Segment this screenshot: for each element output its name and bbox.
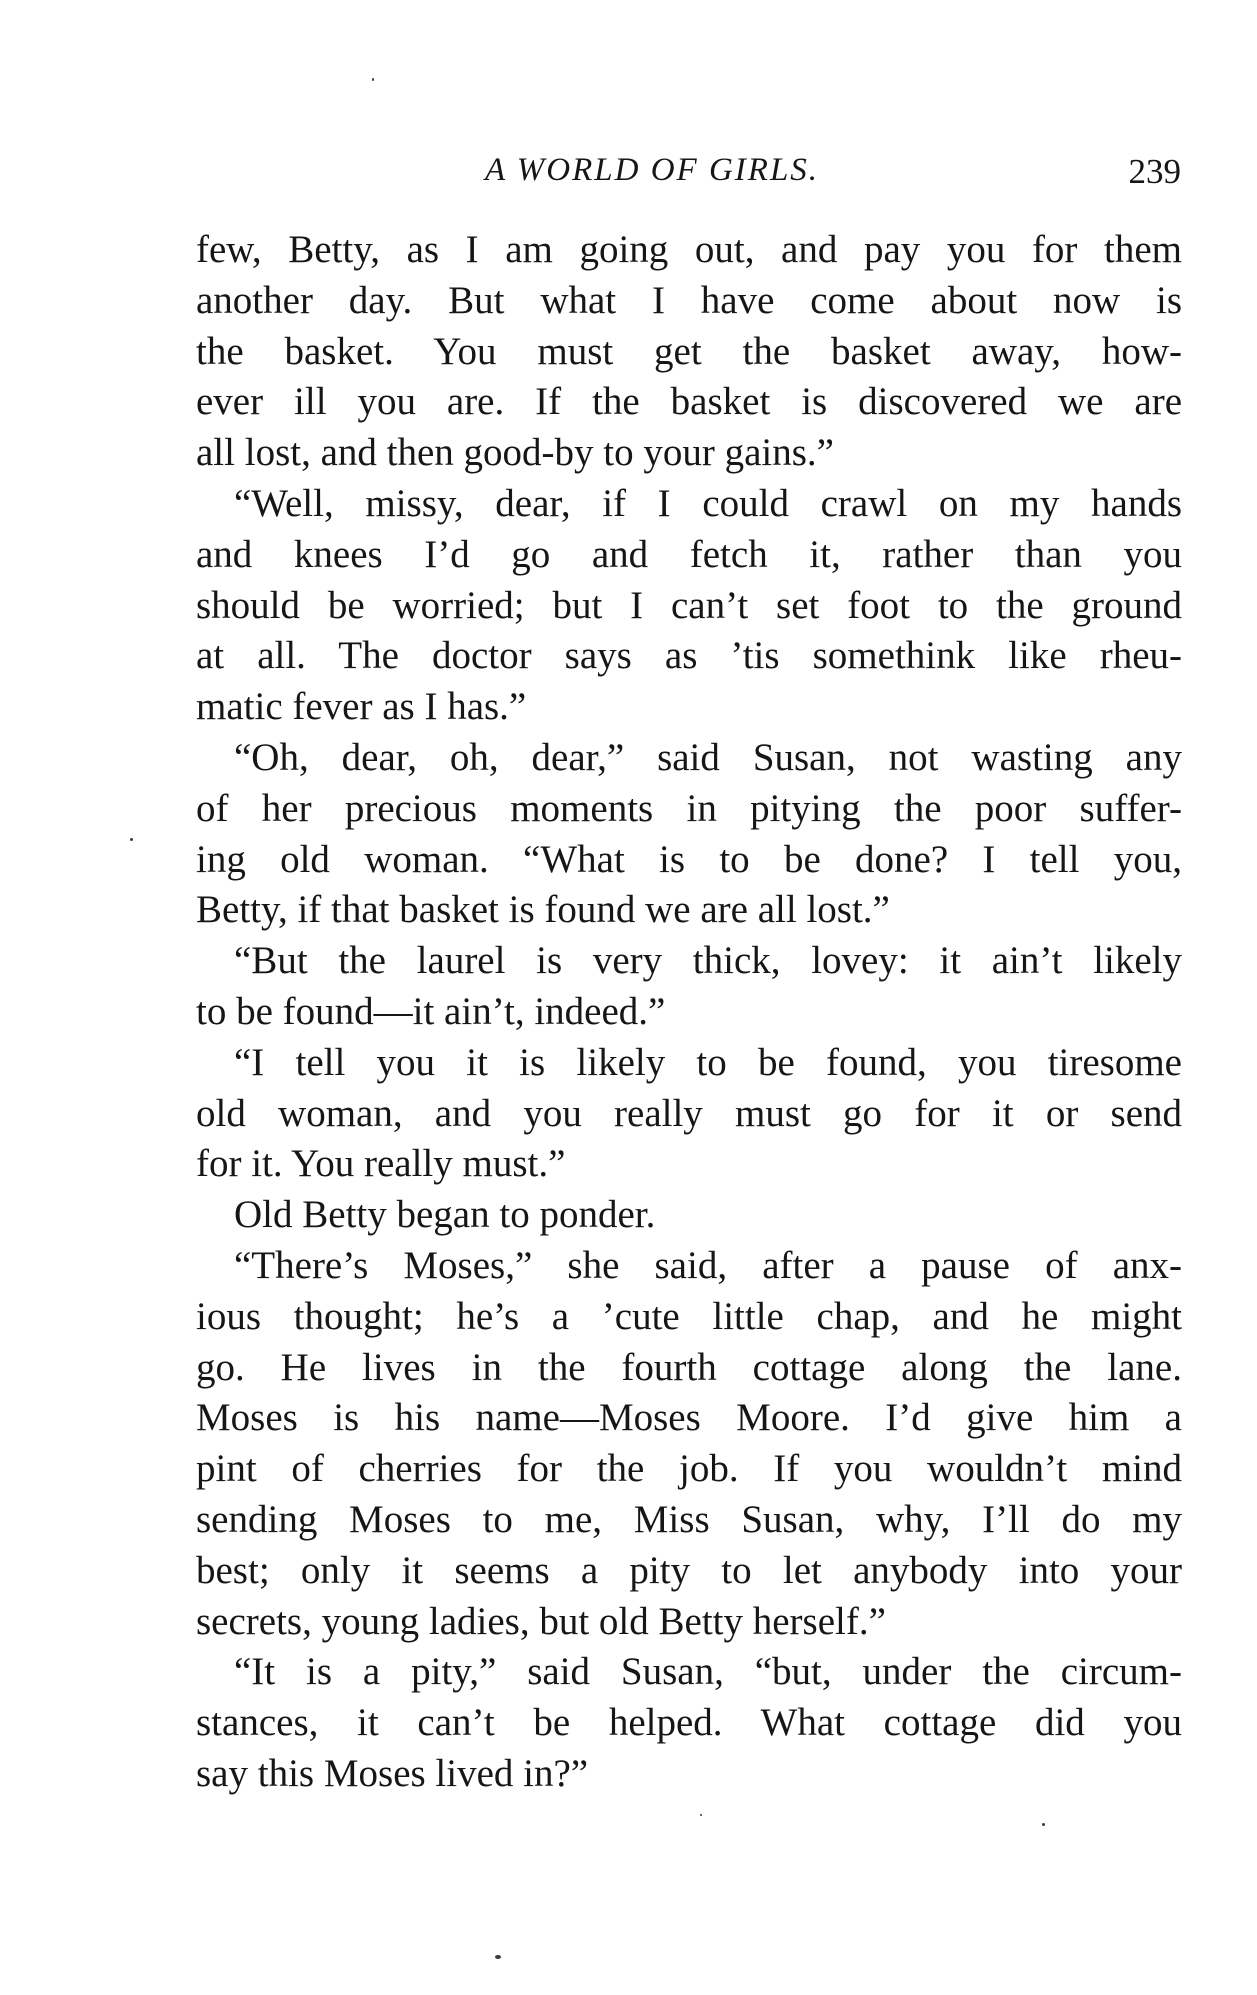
text-line: secrets, young ladies, but old Betty herself.” [196, 1599, 886, 1643]
page-number: 239 [1128, 152, 1181, 191]
text-line: ious thought; he’s a ’cute little chap, and he might [196, 1294, 1182, 1338]
text-line: pint of cherries for the job. If you wouldn’t mind [196, 1447, 1182, 1491]
text-line: of her precious moments in pitying the poor suffer- [196, 786, 1182, 830]
text-line: say this Moses lived in?” [196, 1751, 589, 1795]
text-line: sending Moses to me, Miss Susan, why, I’ll do my [196, 1497, 1182, 1541]
text-line: ing old woman. “What is to be done? I tell you, [196, 837, 1182, 881]
paper-speck [1042, 1823, 1045, 1826]
text-line: “It is a pity,” said Susan, “but, under the circum- [234, 1650, 1182, 1694]
text-line: matic fever as I has.” [196, 685, 527, 729]
text-line: “Well, missy, dear, if I could crawl on my hands [234, 481, 1182, 525]
text-line: all lost, and then good-by to your gains.” [196, 431, 834, 475]
paper-speck [700, 1814, 702, 1816]
running-head [195, 148, 1181, 192]
running-title: A WORLD OF GIRLS. [485, 152, 820, 188]
text-line: Betty, if that basket is found we are all lost.” [196, 888, 890, 932]
paper-speck [130, 838, 133, 841]
text-line: another day. But what I have come about now is [196, 278, 1182, 322]
text-line: “Oh, dear, oh, dear,” said Susan, not wasting any [234, 735, 1182, 779]
text-line: the basket. You must get the basket away, how- [196, 329, 1182, 373]
text-line: stances, it can’t be helped. What cottage did you [196, 1701, 1182, 1745]
text-line: to be found—it ain’t, indeed.” [196, 989, 666, 1033]
paper-speck [495, 1955, 501, 1959]
body-text [196, 225, 1182, 1800]
text-line: “I tell you it is likely to be found, you tiresome [234, 1040, 1182, 1084]
paper-speck [372, 78, 374, 81]
text-line: and knees I’d go and fetch it, rather than you [196, 532, 1182, 576]
text-line: for it. You really must.” [196, 1142, 566, 1186]
text-line: best; only it seems a pity to let anybody into your [196, 1548, 1182, 1592]
text-line: should be worried; but I can’t set foot to the ground [196, 583, 1182, 627]
text-line: “But the laurel is very thick, lovey: it ain’t likely [234, 939, 1182, 983]
text-line: Old Betty began to ponder. [234, 1193, 656, 1237]
text-line: “There’s Moses,” she said, after a pause of anx- [234, 1243, 1182, 1287]
text-line: old woman, and you really must go for it or send [196, 1091, 1182, 1135]
text-line: go. He lives in the fourth cottage along the lane. [196, 1345, 1182, 1389]
text-line: ever ill you are. If the basket is discovered we are [196, 380, 1182, 424]
text-line: few, Betty, as I am going out, and pay you for them [196, 228, 1182, 271]
text-line: Moses is his name—Moses Moore. I’d give him a [196, 1396, 1182, 1440]
text-line: at all. The doctor says as ’tis somethink like rheu- [196, 634, 1182, 678]
